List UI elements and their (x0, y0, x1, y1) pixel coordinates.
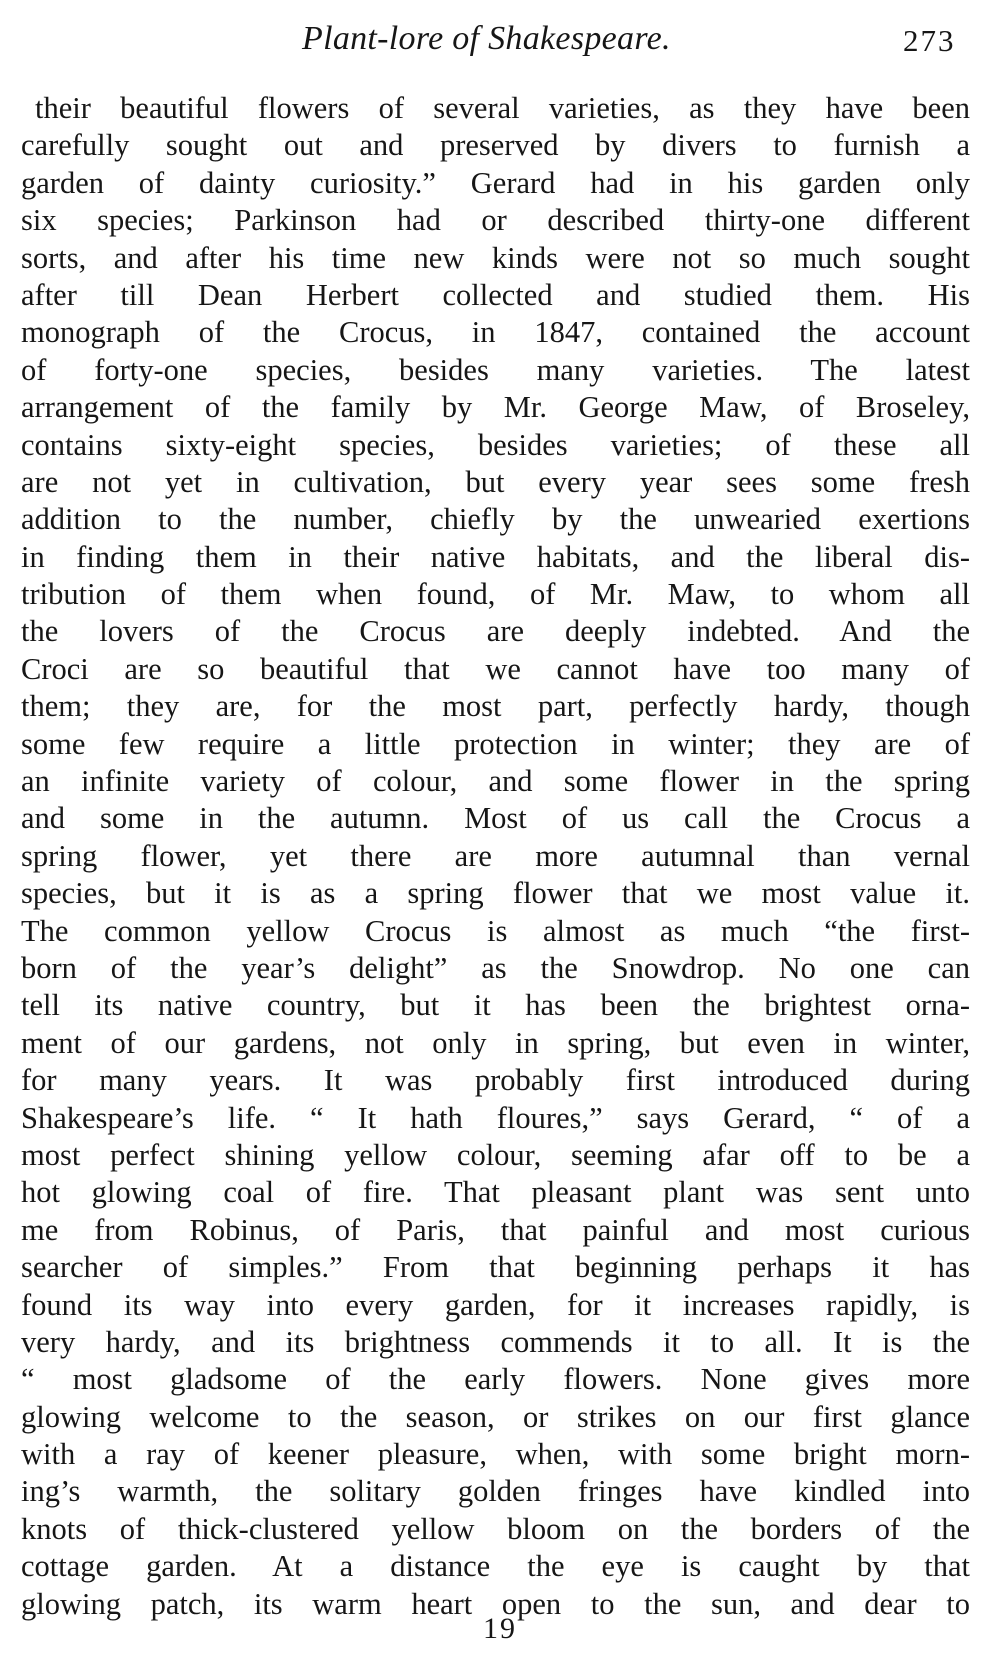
text-line: are not yet in cultivation, but every year sees some fresh (21, 464, 970, 499)
text-line: six species; Parkinson had or described thirty-one different (21, 203, 970, 238)
text-line: for many years. It was probably first introduced during (21, 1063, 970, 1098)
text-line: in finding them in their native habitats, and the liberal dis- (21, 539, 970, 574)
text-line: after till Dean Herbert collected and studied them. His (21, 277, 970, 312)
text-line: knots of thick-clustered yellow bloom on the borders of the (21, 1511, 970, 1546)
signature-mark: 19 (483, 1612, 517, 1645)
text-line: me from Robinus, of Paris, that painful and most curious (21, 1212, 970, 1247)
text-line: species, but it is as a spring flower that we most value it. (21, 876, 970, 911)
text-line: very hardy, and its brightness commends it to all. It is the (21, 1324, 970, 1359)
text-line: with a ray of keener pleasure, when, with some bright morn- (21, 1437, 970, 1472)
text-line: Croci are so beautiful that we cannot have too many of (21, 651, 970, 686)
text-line: tribution of them when found, of Mr. Maw, to whom all (21, 577, 970, 612)
text-line: addition to the number, chiefly by the unwearied exertions (21, 502, 970, 537)
text-line: The common yellow Crocus is almost as much “the first- (21, 913, 970, 948)
text-line: “ most gladsome of the early flowers. None gives more (21, 1362, 970, 1397)
text-line: spring flower, yet there are more autumnal than vernal (21, 838, 970, 873)
text-line: contains sixty-eight species, besides varieties; of these all (21, 427, 970, 462)
text-line: ment of our gardens, not only in spring, but even in winter, (21, 1025, 970, 1060)
text-line: glowing patch, its warm heart open to the sun, and dear to (21, 1586, 970, 1621)
text-line: searcher of simples.” From that beginning perhaps it has (21, 1250, 970, 1285)
text-line: and some in the autumn. Most of us call the Crocus a (21, 801, 970, 836)
text-line: ing’s warmth, the solitary golden fringes have kindled into (21, 1474, 970, 1509)
text-line: sorts, and after his time new kinds were not so much sought (21, 240, 970, 275)
text-line: their beautiful flowers of several varieties, as they have been (35, 91, 970, 125)
text-line: them; they are, for the most part, perfectly hardy, though (21, 689, 970, 724)
text-line: arrangement of the family by Mr. George Maw, of Broseley, (21, 390, 970, 425)
running-title: Plant-lore of Shakespeare. (302, 20, 671, 57)
text-line: of forty-one species, besides many varieties. The latest (21, 352, 970, 387)
text-line: an infinite variety of colour, and some flower in the spring (21, 764, 970, 799)
body-text (21, 90, 970, 1623)
text-line: found its way into every garden, for it increases rapidly, is (21, 1287, 970, 1322)
text-line: glowing welcome to the season, or strikes on our first glance (21, 1399, 970, 1434)
text-line: tell its native country, but it has been the brightest orna- (21, 988, 970, 1023)
text-line: carefully sought out and preserved by divers to furnish a (21, 128, 970, 163)
text-line: born of the year’s delight” as the Snowdrop. No one can (21, 950, 970, 985)
text-line: Shakespeare’s life. “ It hath floures,” says Gerard, “ of a (21, 1100, 970, 1135)
text-line: cottage garden. At a distance the eye is caught by that (21, 1549, 970, 1584)
text-line: garden of dainty curiosity.” Gerard had in his garden only (21, 165, 970, 200)
running-head (0, 14, 1000, 64)
text-line: the lovers of the Crocus are deeply indebted. And the (21, 614, 970, 649)
text-line: some few require a little protection in winter; they are of (21, 726, 970, 761)
text-line: hot glowing coal of fire. That pleasant plant was sent unto (21, 1175, 970, 1210)
text-line: monograph of the Crocus, in 1847, contained the account (21, 315, 970, 350)
page-number: 273 (903, 23, 956, 58)
text-line: most perfect shining yellow colour, seeming afar off to be a (21, 1137, 970, 1172)
